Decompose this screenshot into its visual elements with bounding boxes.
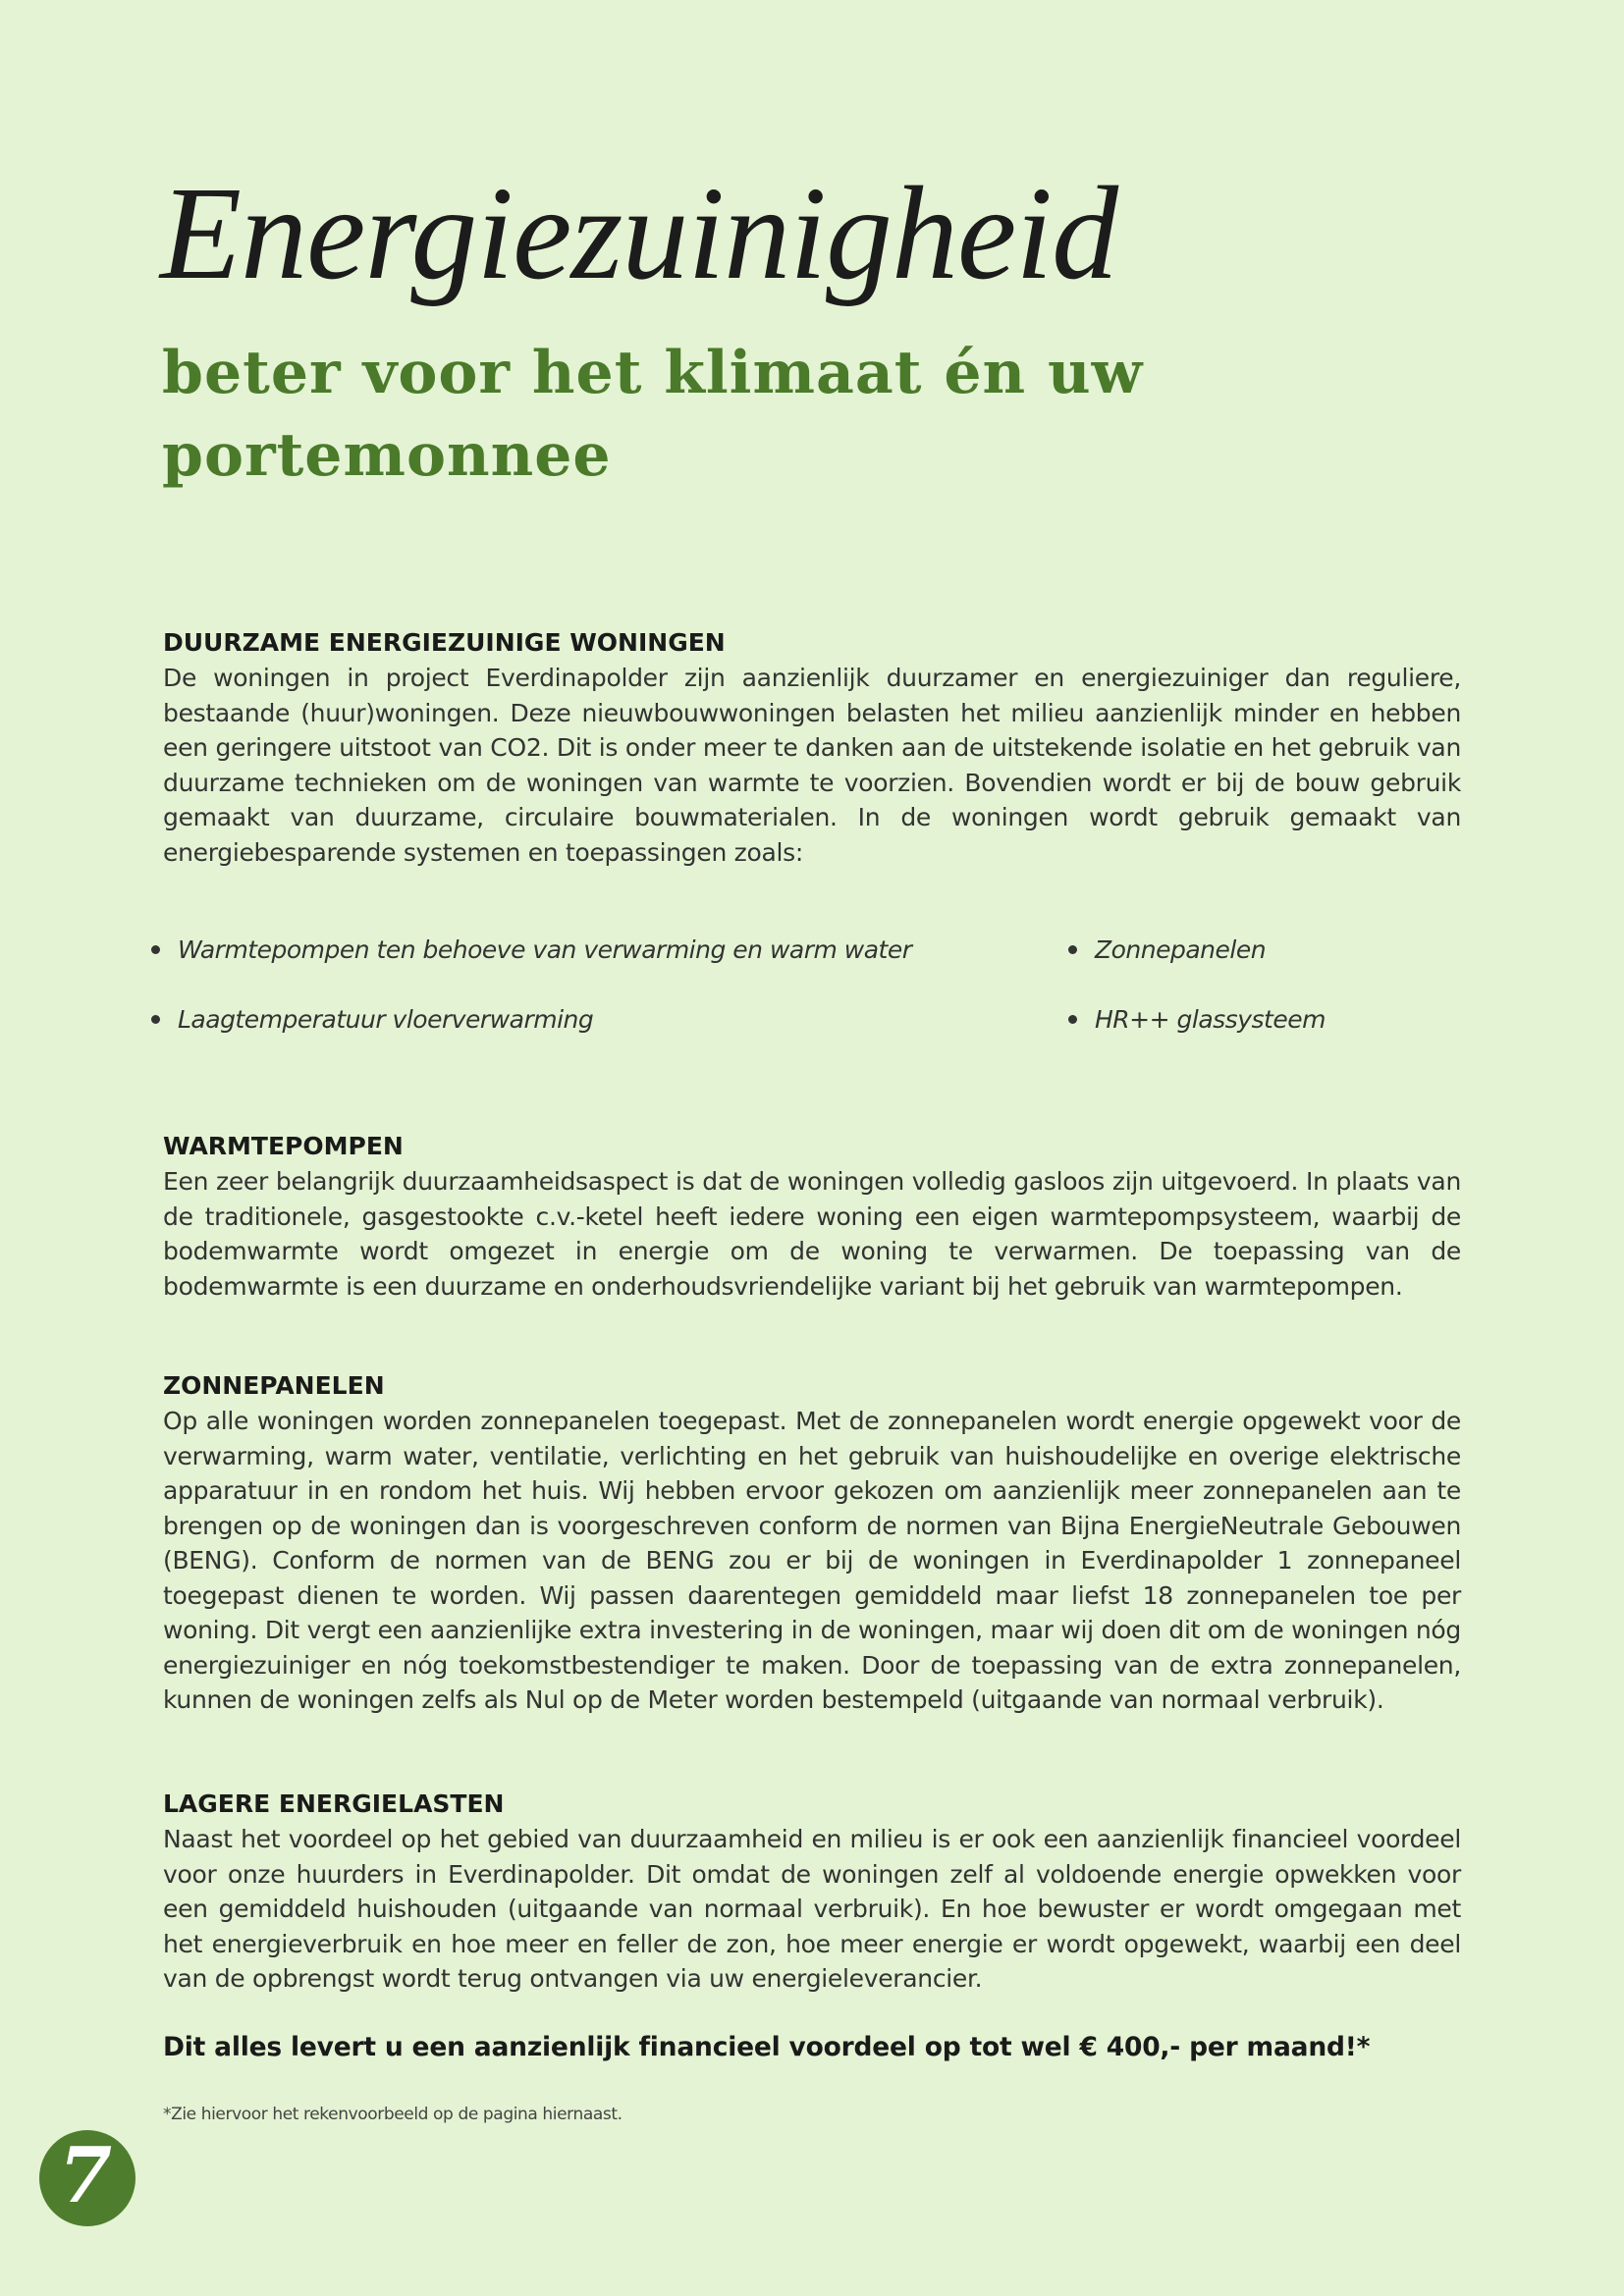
- section-heading: WARMTEPOMPEN: [163, 1132, 404, 1160]
- highlight-statement: Dit alles levert u een aanzienlijk financieel voordeel op tot wel € 400,- per maand!*: [163, 2032, 1371, 2062]
- section-warmtepompen: [163, 1129, 1461, 1304]
- bullet-icon: [1068, 945, 1077, 954]
- section-zonnepanelen: [163, 1368, 1461, 1718]
- list-item: [1068, 1002, 1326, 1038]
- section-duurzame-woningen: [163, 625, 1461, 870]
- page-number-badge: [39, 2130, 135, 2226]
- feature-list: [147, 933, 1326, 1060]
- section-body: Naast het voordeel op het gebied van duurzaamheid en milieu is er ook een aanzienlijk financieel voordeel voor onze huurders in Everdinapolder. Dit omdat de woningen zelf al voldoende energie opwekken voor een gemiddeld huishouden (uitgaande van normaal verbruik). En hoe bewuster er wordt omgegaan met het energieverbruik en hoe meer en feller de zon, hoe meer energie er wordt opgewekt, waarbij een deel van de opbrengst wordt terug ontvangen via uw energieleverancier.: [163, 1825, 1461, 1993]
- section-heading: ZONNEPANELEN: [163, 1371, 385, 1400]
- bullet-icon: [1068, 1015, 1077, 1024]
- list-item-text: Zonnepanelen: [1095, 935, 1267, 964]
- list-item-text: Warmtepompen ten behoeve van verwarming en warm water: [178, 935, 912, 964]
- list-item: [151, 1002, 593, 1038]
- page-title: Energiezuinigheid: [160, 160, 1118, 307]
- list-item: [151, 933, 912, 968]
- section-heading: LAGERE ENERGIELASTEN: [163, 1789, 505, 1818]
- page-number: 7: [58, 2131, 113, 2220]
- subtitle-line-1: beter voor het klimaat én uw: [162, 339, 1144, 407]
- subtitle-line-2: portemonnee: [162, 421, 612, 490]
- section-body: Een zeer belangrijk duurzaamheidsaspect is dat de woningen volledig gasloos zijn uitgevoerd. In plaats van de traditionele, gasgestookte c.v.-ketel heeft iedere woning een eigen warmtepompsysteem, waarbij de bodemwarmte wordt omgezet in energie om de woning te verwarmen. De toepassing van de bodemwarmte is een duurzame en onderhoudsvriendelijke variant bij het gebruik van warmtepompen.: [163, 1167, 1461, 1301]
- section-body: De woningen in project Everdinapolder zijn aanzienlijk duurzamer en energiezuiniger dan reguliere, bestaande (huur)woningen. Deze nieuwbouwwoningen belasten het milieu aanzienlijk minder en hebben een geringere uitstoot van CO2. Dit is onder meer te danken aan de uitstekende isolatie en het gebruik van duurzame technieken om de woningen van warmte te voorzien. Bovendien wordt er bij de bouw gebruik gemaakt van duurzame, circulaire bouwmaterialen. In de woningen wordt gebruik gemaakt van energiebesparende systemen en toepassingen zoals:: [163, 664, 1461, 867]
- list-item: [1068, 933, 1266, 968]
- list-item-text: Laagtemperatuur vloerverwarming: [178, 1005, 594, 1034]
- bullet-icon: [151, 945, 160, 954]
- list-item-text: HR++ glassysteem: [1095, 1005, 1326, 1034]
- section-lagere-energielasten: [163, 1787, 1461, 1997]
- section-body: Op alle woningen worden zonnepanelen toegepast. Met de zonnepanelen wordt energie opgewekt voor de verwarming, warm water, ventilatie, verlichting en het gebruik van huishoudelijke en overige elektrische apparatuur in en rondom het huis. Wij hebben ervoor gekozen om aanzienlijk meer zonnepanelen aan te brengen op de woningen dan is voorgeschreven conform de normen van Bijna EnergieNeutrale Gebouwen (BENG). Conform de normen van de BENG zou er bij de woningen in Everdinapolder 1 zonnepaneel toegepast dienen te worden. Wij passen daarentegen gemiddeld maar liefst 18 zonnepanelen toe per woning. Dit vergt een aanzienlijke extra investering in de woningen, maar wij doen dit om de woningen nóg energiezuiniger en nóg toekomstbestendiger te maken. Door de toepassing van de extra zonnepanelen, kunnen de woningen zelfs als Nul op de Meter worden bestempeld (uitgaande van normaal verbruik).: [163, 1407, 1461, 1714]
- footnote: *Zie hiervoor het rekenvoorbeeld op de pagina hiernaast.: [163, 2105, 623, 2124]
- bullet-icon: [151, 1015, 160, 1024]
- section-heading: DUURZAME ENERGIEZUINIGE WONINGEN: [163, 628, 726, 657]
- page-subtitle: [162, 332, 1144, 497]
